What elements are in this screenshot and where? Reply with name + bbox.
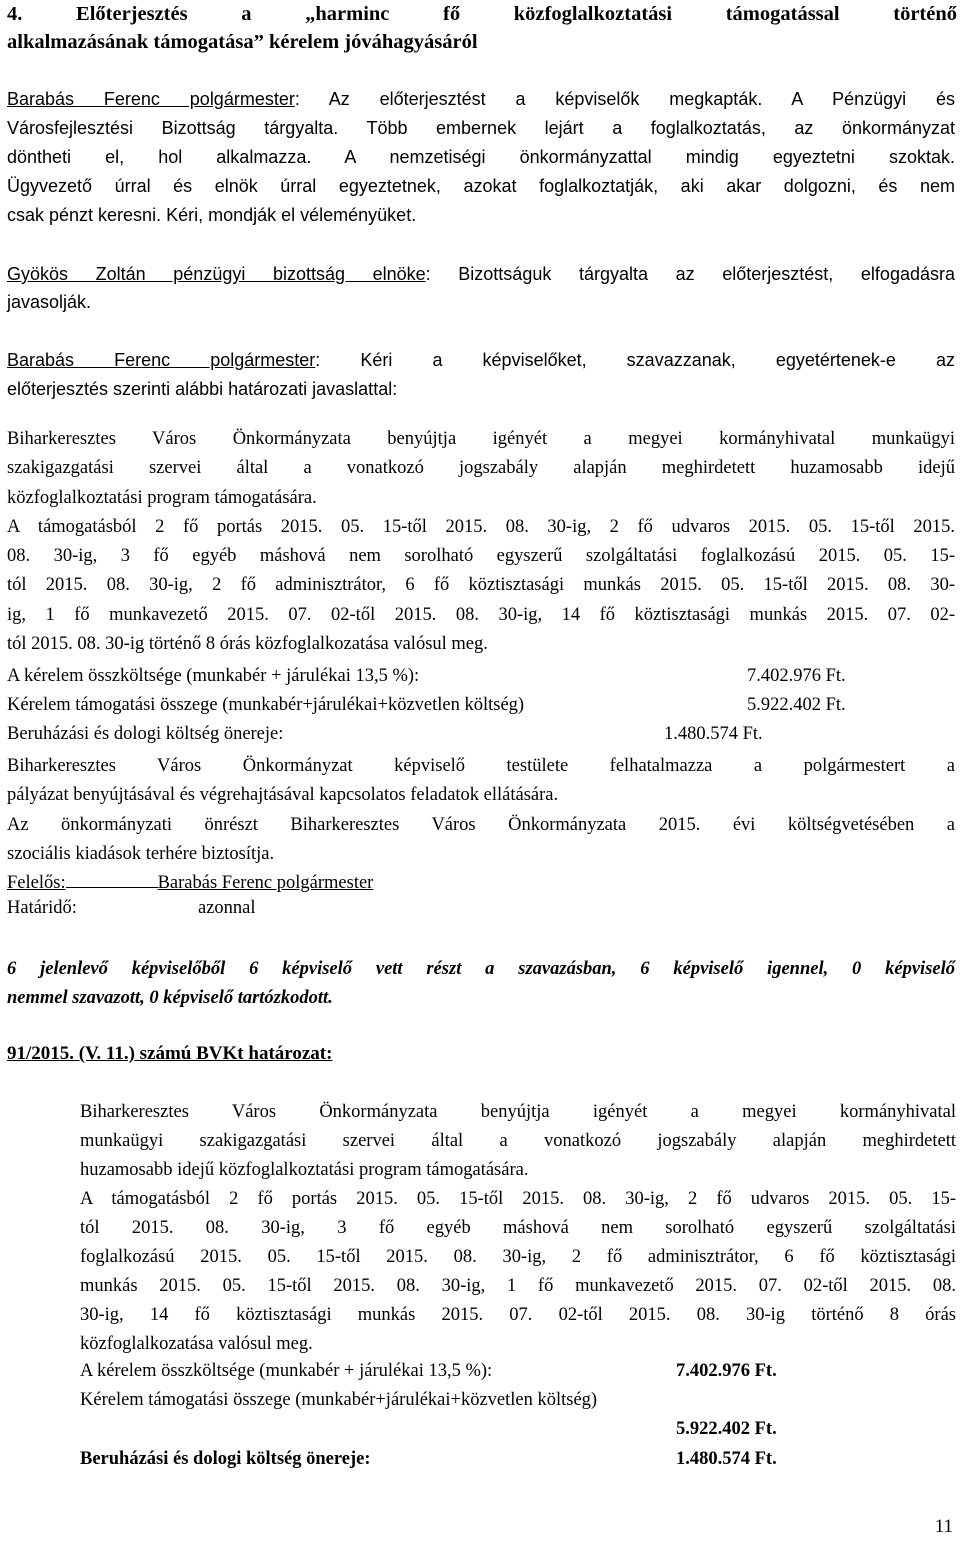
resolution-line: közfoglalkozatása valósul meg. [80,1334,313,1354]
resolution-cost-own-value: 1.480.574 Ft. [676,1449,777,1469]
resolution-line: munkás 2015. 05. 15-től 2015. 08. 30-ig, 1 fő munkavezető 2015. 07. 02-től 2015. 08. [80,1276,956,1296]
deadline-value: azonnal [198,898,256,918]
speech-committee-chair [7,260,955,316]
resolution-body [80,1098,956,1359]
speech-line: javasolják. [7,292,92,312]
proposal-line: Az önkormányzati önrészt Biharkeresztes Város Önkormányzata 2015. évi költségvetésében a [7,814,955,835]
speech-line: : Bizottságuk tárgyalta az előterjesztést, elfogadásra [425,264,955,284]
speech-mayor-2 [7,346,955,404]
proposal-line: tól 2015. 08. 30-ig, 2 fő adminisztrátor, 6 fő köztisztasági munkás 2015. 05. 15-től 2015. 08. 30- [7,575,955,596]
proposal-line: szociális kiadások terhére biztosítja. [7,843,275,864]
proposal-line: ig, 1 fő munkavezető 2015. 07. 02-től 2015. 08. 30-ig, 14 fő köztisztasági munkás 2015. 07. 02- [7,604,955,625]
resolution-title: 91/2015. (V. 11.) számú BVKt határozat: [7,1043,333,1064]
proposal-cost-support-value: 5.922.402 Ft. [747,695,846,715]
speech-line: döntheti el, hol alkalmazza. A nemzetiségi önkormányzattal mindig egyeztetni szoktak. [7,147,955,167]
speech-line: Városfejlesztési Bizottság tárgyalta. Több embernek lejárt a foglalkoztatás, az önkormányzat [7,118,955,138]
resolution-line: foglalkozású 2015. 05. 15-től 2015. 08. 30-ig, 2 fő adminisztrátor, 6 fő köztisztasági [80,1247,956,1267]
resolution-line: huzamosabb idejű közfoglalkoztatási program támogatására. [80,1160,529,1180]
deadline-label: Határidő: [7,898,77,918]
proposal-line: A támogatásból 2 fő portás 2015. 05. 15-től 2015. 08. 30-ig, 2 fő udvaros 2015. 05. 15-től 2015. [7,516,955,537]
proposal-line: tól 2015. 08. 30-ig történő 8 órás közfoglalkozatása valósul meg. [7,634,488,655]
resolution-cost-support-value: 5.922.402 Ft. [676,1419,777,1439]
signature-blank-line [66,869,158,888]
proposal-line: pályázat benyújtásával és végrehajtásával kapcsolatos feladatok ellátására. [7,785,559,806]
resolution-line: A támogatásból 2 fő portás 2015. 05. 15-től 2015. 08. 30-ig, 2 fő udvaros 2015. 05. 15- [80,1189,956,1209]
proposal-line: Biharkeresztes Város Önkormányzata benyújtja igényét a megyei kormányhivatal munkaügyi [7,429,955,449]
speech-line: csak pénzt keresni. Kéri, mondják el véleményüket. [7,205,417,225]
proposal-cost-own-label: Beruházási és dologi költség önereje: [7,724,284,744]
speaker-name: Barabás Ferenc polgármester [7,350,316,370]
heading-line-2: alkalmazásának támogatása” kérelem jóváhagyásáról [7,31,478,53]
resolution-line: 30-ig, 14 fő köztisztasági munkás 2015. 07. 02-től 2015. 08. 30-ig történő 8 órás [80,1305,956,1325]
speaker-name: Gyökös Zoltán pénzügyi bizottság elnöke [7,264,426,284]
resolution-line: tól 2015. 08. 30-ig, 3 fő egyéb máshová nem sorolható egyszerű szolgáltatási [80,1218,956,1238]
resolution-cost-total-value: 7.402.976 Ft. [676,1361,777,1381]
vote-result [7,955,955,1013]
responsible-value: Barabás Ferenc polgármester [157,873,374,893]
resolution-line: Biharkeresztes Város Önkormányzata benyújtja igényét a megyei kormányhivatal [80,1102,956,1122]
resolution-line: munkaügyi szakigazgatási szervei által a vonatkozó jogszabály alapján meghirdetett [80,1131,956,1151]
speech-line: : Az előterjesztést a képviselők megkapták. A Pénzügyi és [294,89,955,109]
page-number: 11 [934,1516,953,1537]
speech-line: előterjesztés szerinti alábbi határozati javaslattal: [7,379,398,399]
proposal-cost-total-label: A kérelem összköltsége (munkabér + járulékai 13,5 %): [7,666,420,686]
resolution-cost-own-label: Beruházási és dologi költség önereje: [80,1449,371,1469]
proposal-line: 08. 30-ig, 3 fő egyéb máshová nem sorolható egyszerű szolgáltatási foglalkozású 2015. 05. 15- [7,546,955,567]
resolution-cost-support-label: Kérelem támogatási összege (munkabér+járulékai+közvetlen költség) [80,1390,598,1410]
speech-mayor-1 [7,85,955,230]
vote-line: nemmel szavazott, 0 képviselő tartózkodott. [7,988,333,1008]
proposal-cost-own-value: 1.480.574 Ft. [664,724,763,744]
speech-line: : Kéri a képviselőket, szavazzanak, egyetértenek-e az [315,350,955,370]
speaker-name: Barabás Ferenc polgármester [7,89,295,109]
proposal-line: Biharkeresztes Város Önkormányzat képviselő testülete felhatalmazza a polgármestert a [7,756,955,776]
proposal-line: szakigazgatási szervei által a vonatkozó jogszabály alapján meghirdetett huzamosabb idejű [7,458,955,479]
heading-line-1: 4. Előterjesztés a „harminc fő közfoglalkoztatási támogatással történő [7,3,957,25]
vote-line: 6 jelenlevő képviselőből 6 képviselő vett részt a szavazásban, 6 képviselő igennel, 0 képviselő [7,959,955,979]
resolution-proposal [7,425,955,659]
responsible-row [7,869,373,894]
proposal-cost-total-value: 7.402.976 Ft. [747,666,846,686]
responsible-label: Felelős: [7,873,66,893]
speech-line: Ügyvezető úrral és elnök úrral egyeztetnek, azokat foglalkoztatják, aki akar dolgozni, és nem [7,176,955,196]
resolution-cost-total-label: A kérelem összköltsége (munkabér + járulékai 13,5 %): [80,1361,493,1381]
proposal-line: közfoglalkoztatási program támogatására. [7,487,317,508]
proposal-cost-support-label: Kérelem támogatási összege (munkabér+járulékai+közvetlen költség) [7,695,525,715]
proposal-authorisation [7,752,955,869]
agenda-item-heading [7,0,957,56]
